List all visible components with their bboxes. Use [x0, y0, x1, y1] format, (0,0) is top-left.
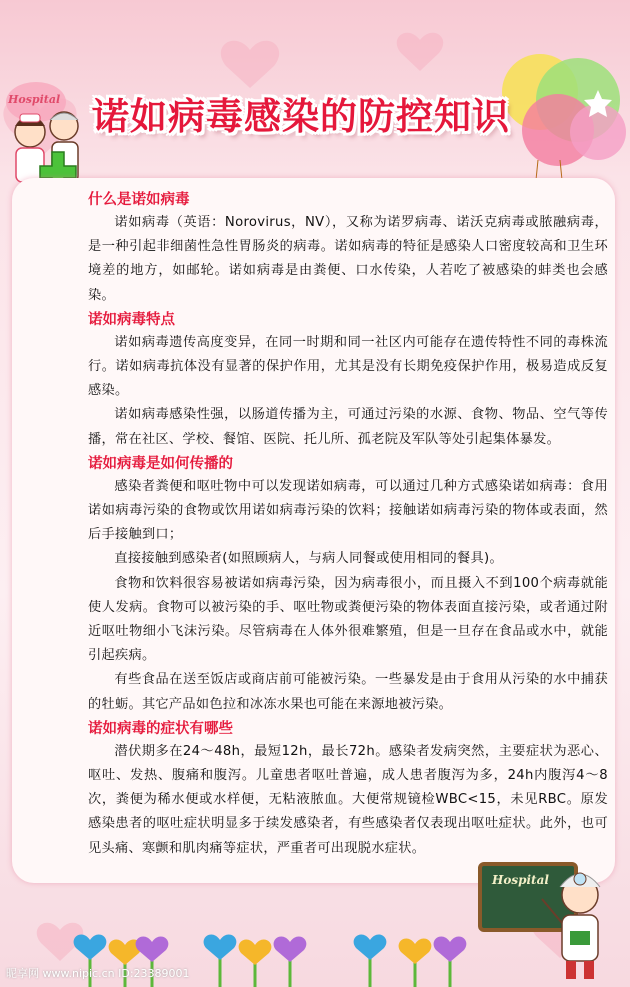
section-heading: 什么是诺如病毒: [88, 192, 190, 208]
watermark: 昵享网 www.nipic.cn ID:23389001: [6, 967, 190, 980]
section-characteristics: [88, 309, 608, 452]
section-symptoms: [88, 718, 608, 861]
section-paragraph: 食物和饮料很容易被诺如病毒污染，因为病毒很小，而且摄入不到100个病毒就能使人发病。食物可以被污染的手、呕吐物或粪便污染的物体表面直接污染，或者通过附近呕吐物细小飞沫污染。尽管病毒在人体外很难繁殖，但是一旦存在食品或水中，就能引起疾病。: [88, 575, 608, 664]
section-paragraph: 潜伏期多在24～48h，最短12h，最长72h。感染者发病突然，主要症状为恶心、呕吐、发热、腹痛和腹泻。儿童患者呕吐普遍，成人患者腹泻为多，24h内腹泻4～8次，粪便为稀水便或水样便，无粘液脓血。大便常规镜检WBC<15，未见RBC。原发感染患者的呕吐症状明显多于续发感染者，有些感染者仅表现出呕吐症状。此外，也可见头痛、寒颤和肌肉痛等症状，严重者可出现脱水症状。: [88, 743, 608, 856]
section-paragraph: 感染者粪便和呕吐物中可以发现诺如病毒，可以通过几种方式感染诺如病毒：食用诺如病毒污染的食物或饮用诺如病毒污染的饮料；接触诺如病毒污染的物体或表面，然后手接触到口；: [88, 478, 608, 543]
section-paragraph: 诺如病毒（英语：Norovirus，NV），又称为诺罗病毒、诺沃克病毒或脓融病毒，是一种引起非细菌性急性胃肠炎的病毒。诺如病毒的特征是感染人口密度较高和卫生环境差的地方，如邮轮。诺如病毒是由粪便、口水传染，人若吃了被感染的蚌类也会感染。: [88, 215, 608, 303]
section-heading: 诺如病毒的症状有哪些: [88, 720, 233, 737]
section-paragraph: 有些食品在送至饭店或商店前可能被污染。一些暴发是由于食用从污染的水中捕获的牡蛎。其它产品如色拉和冰冻水果也可能在来源地被污染。: [88, 672, 608, 712]
page-title: 诺如病毒感染的防控知识: [92, 95, 510, 138]
section-what-is: [88, 189, 608, 308]
section-paragraph: 直接接触到感染者(如照顾病人，与病人同餐或使用相同的餐具)。: [114, 551, 503, 567]
section-transmission: [88, 453, 608, 717]
chalkboard-hospital-text: Hospital: [492, 873, 549, 887]
teacher-doctor-cartoon-icon: [540, 865, 620, 985]
section-paragraph: 诺如病毒遗传高度变异，在同一时期和同一社区内可能存在遗传特性不同的毒株流行。诺如病毒抗体没有显著的保护作用，尤其是没有长期免疫保护作用，极易造成反复感染。: [88, 334, 608, 399]
hospital-logo-text: Hospital: [8, 93, 61, 106]
section-heading: 诺如病毒特点: [88, 311, 175, 328]
section-paragraph: 诺如病毒感染性强，以肠道传播为主，可通过污染的水源、食物、物品、空气等传播，常在社区、学校、餐馆、医院、托儿所、孤老院及军队等处引起集体暴发。: [88, 407, 608, 447]
section-heading: 诺如病毒是如何传播的: [88, 455, 233, 472]
article-content: [88, 188, 608, 861]
